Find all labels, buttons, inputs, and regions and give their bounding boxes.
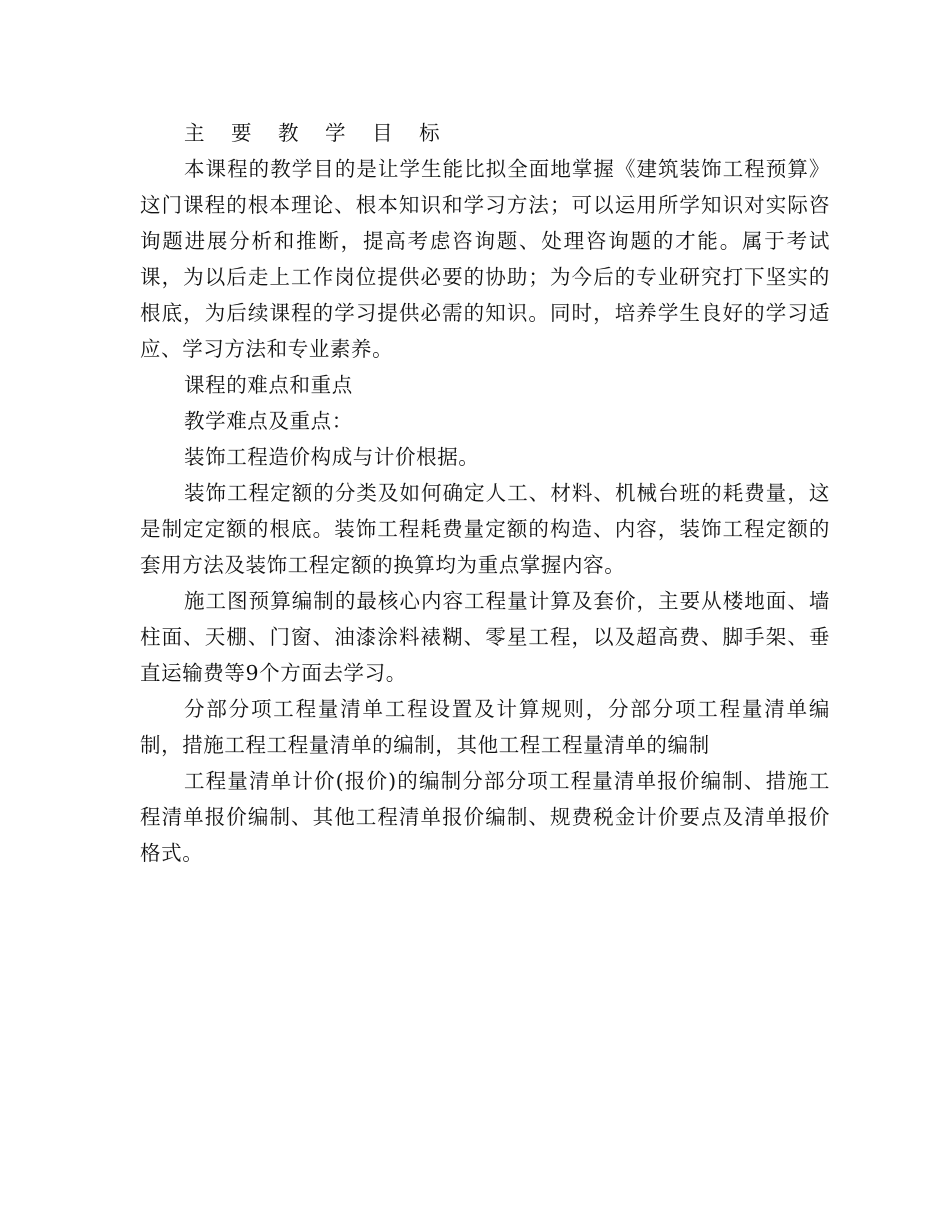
paragraph-cost-composition: 装饰工程造价构成与计价根据。: [184, 445, 480, 469]
paragraph-construction-drawing-budget: 施工图预算编制的最核心内容工程量计算及套价，主要从楼地面、墙柱面、天棚、门窗、油漆涂料裱糊、零星工程，以及超高费、脚手架、垂直运输费等9个方面去学习。: [140, 589, 830, 685]
paragraph-quota-classification: 装饰工程定额的分类及如何确定人工、材料、机械台班的耗费量，这是制定定额的根底。装饰工程耗费量定额的构造、内容，装饰工程定额的套用方法及装饰工程定额的换算均为重点掌握内容。: [140, 481, 830, 577]
document-body: [140, 115, 830, 871]
section-heading-teaching-goals: 主 要 教 学 目 标: [184, 121, 450, 145]
subheading-difficulties-key-points: 教学难点及重点：: [184, 409, 353, 433]
paragraph-bill-pricing: 工程量清单计价(报价)的编制分部分项工程量清单报价编制、措施工程清单报价编制、其他工程清单报价编制、规费税金计价要点及清单报价格式。: [140, 769, 830, 865]
paragraph-course-purpose: 本课程的教学目的是让学生能比拟全面地掌握《建筑装饰工程预算》这门课程的根本理论、根本知识和学习方法；可以运用所学知识对实际咨询题进展分析和推断，提高考虑咨询题、处理咨询题的才能。属于考试课，为以后走上工作岗位提供必要的协助；为今后的专业研究打下坚实的根底，为后续课程的学习提供必需的知识。同时，培养学生良好的学习适应、学习方法和专业素养。: [140, 157, 830, 361]
paragraph-bill-of-quantities: 分部分项工程量清单工程设置及计算规则，分部分项工程量清单编制，措施工程工程量清单的编制，其他工程工程量清单的编制: [140, 697, 830, 757]
section-heading-difficulties: 课程的难点和重点: [184, 373, 353, 397]
